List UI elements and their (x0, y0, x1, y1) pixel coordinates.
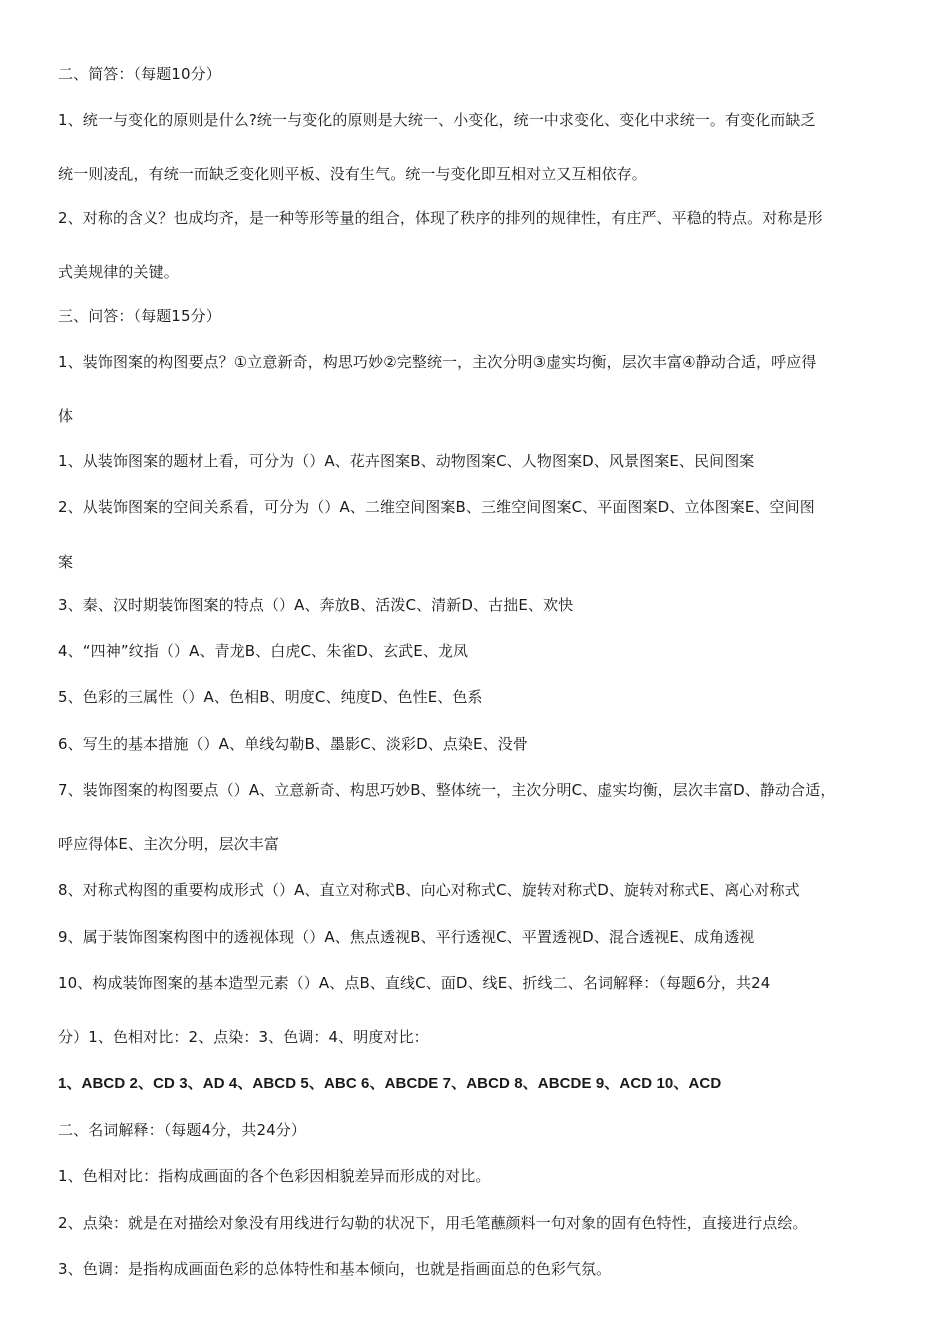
section-heading-questions: 三、问答：（每题15分） (58, 307, 221, 325)
question-line: 呼应得体E、主次分明，层次丰富 (58, 835, 279, 853)
question-line: 10、构成装饰图案的基本造型元素（）A、点B、直线C、面D、线E、折线二、名词解释：（每题6分，共24 (58, 974, 771, 992)
question-line: 1、从装饰图案的题材上看，可分为（）A、花卉图案B、动物图案C、人物图案D、风景图案E、民间图案 (58, 452, 755, 470)
paragraph-line: 体 (58, 407, 74, 425)
question-line: 8、对称式构图的重要构成形式（）A、直立对称式B、向心对称式C、旋转对称式D、旋转对称式E、离心对称式 (58, 881, 800, 899)
paragraph-line: 2、对称的含义？也成均齐，是一种等形等量的组合，体现了秩序的排列的规律性，有庄严、平稳的特点。对称是形 (58, 209, 823, 227)
question-line: 9、属于装饰图案构图中的透视体现（）A、焦点透视B、平行透视C、平置透视D、混合透视E、成角透视 (58, 928, 755, 946)
paragraph-line: 式美规律的关键。 (58, 263, 179, 281)
definition-line: 3、色调：是指构成画面色彩的总体特性和基本倾向，也就是指画面总的色彩气氛。 (58, 1260, 612, 1278)
paragraph-line: 1、统一与变化的原则是什么?统一与变化的原则是大统一、小变化，统一中求变化、变化中求统一。有变化而缺乏 (58, 111, 816, 129)
definition-line: 2、点染：就是在对描绘对象没有用线进行勾勒的状况下，用毛笔蘸颜料一句对象的固有色特性，直接进行点绘。 (58, 1214, 808, 1232)
question-line: 2、从装饰图案的空间关系看，可分为（）A、二维空间图案B、三维空间图案C、平面图案D、立体图案E、空间图 (58, 498, 815, 516)
paragraph-line: 1、装饰图案的构图要点？①立意新奇，构思巧妙②完整统一，主次分明③虚实均衡，层次丰富④静动合适，呼应得 (58, 353, 817, 371)
question-line: 分）1、色相对比：2、点染：3、色调：4、明度对比： (58, 1028, 429, 1046)
paragraph-line: 统一则凌乱，有统一而缺乏变化则平板、没有生气。统一与变化即互相对立又互相依存。 (58, 165, 647, 183)
section-heading-terms: 二、名词解释：（每题4分，共24分） (58, 1121, 306, 1139)
question-line: 5、色彩的三属性（）A、色相B、明度C、纯度D、色性E、色系 (58, 688, 483, 706)
question-line: 7、装饰图案的构图要点（）A、立意新奇、构思巧妙B、整体统一，主次分明C、虚实均衡，层次丰富D、静动合适， (58, 781, 836, 799)
question-line: 案 (58, 553, 74, 571)
question-line: 3、秦、汉时期装饰图案的特点（）A、奔放B、活泼C、清新D、古拙E、欢快 (58, 596, 574, 614)
question-line: 4、“四神”纹指（）A、青龙B、白虎C、朱雀D、玄武E、龙凤 (58, 642, 469, 660)
section-heading-short-answer: 二、简答：（每题10分） (58, 65, 221, 83)
answer-key: 1、ABCD 2、CD 3、AD 4、ABCD 5、ABC 6、ABCDE 7、ABCD 8、ABCDE 9、ACD 10、ACD (58, 1075, 722, 1092)
definition-line: 1、色相对比：指构成画面的各个色彩因相貌差异而形成的对比。 (58, 1167, 491, 1185)
question-line: 6、写生的基本措施（）A、单线勾勒B、墨影C、淡彩D、点染E、没骨 (58, 735, 528, 753)
